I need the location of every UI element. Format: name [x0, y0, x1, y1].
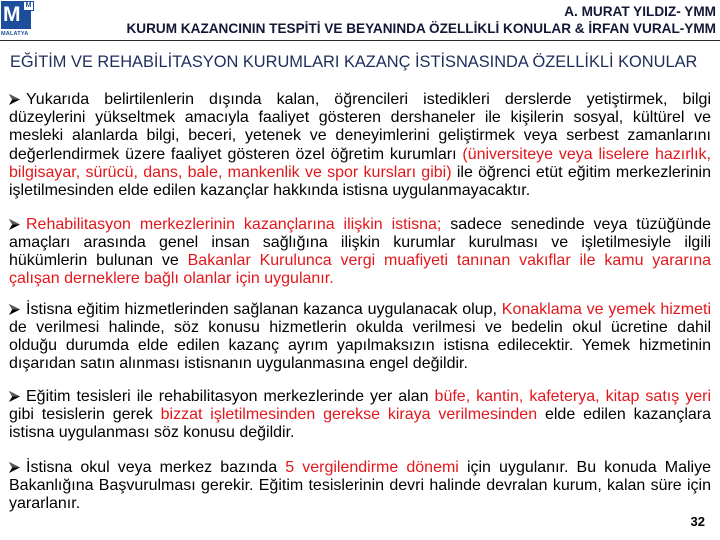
text-line	[9, 319, 711, 337]
arrow-bullet-icon	[9, 94, 20, 105]
body-text: İstisna okul veya merkez bazında	[26, 458, 286, 476]
text-line	[9, 477, 711, 495]
highlighted-text: Rehabilitasyon merkezlerinin kazançlarına ilişkin istisna;	[26, 215, 442, 233]
body-text: hükümlerin bulunan ve	[9, 252, 188, 270]
highlighted-text: Konaklama ve yemek hizmeti	[501, 300, 712, 318]
text-line	[9, 337, 711, 355]
highlighted-text: Bakanlar Kurulunca vergi muafiyeti tanınan vakıflar ile kamu yararına	[187, 252, 712, 270]
highlighted-text: bizzat işletilmesinden gerekse kiraya verilmesinden	[160, 405, 538, 423]
slide-title: EĞİTİM VE REHABİLİTASYON KURUMLARI KAZANÇ İSTİSNASINDA ÖZELLİKLİ KONULAR	[10, 53, 698, 71]
body-text: istisna uygulanması söz konusu değildir.	[9, 424, 295, 442]
text-line	[9, 355, 711, 373]
text-line	[9, 270, 711, 288]
body-text: de verilmesi halinde, söz konusu hizmetlerin okulda verilmesi ve bedelin okul ücretine dahil	[9, 318, 711, 336]
body-text: için uygulanır. Bu konuda Maliye	[458, 458, 712, 476]
bullet-paragraph	[9, 301, 711, 374]
logo-caption: MALATYA	[1, 31, 29, 37]
text-line	[9, 406, 711, 424]
header-subtitle-line: KURUM KAZANCININ TESPİTİ VE BEYANINDA ÖZELLİKLİ KONULAR & İRFAN VURAL-YMM	[126, 21, 716, 36]
text-line	[9, 459, 711, 477]
text-line	[9, 182, 711, 200]
highlighted-text: çalışan derneklere bağlı olanlar için uygulanır.	[9, 270, 334, 288]
text-line	[9, 109, 711, 127]
body-text: olduğu durumda elde edilen kazanç ayrım yapılmaksızın istisna edilecektir. Yemek hizmetinin	[9, 337, 711, 355]
logo-superscript: M	[23, 1, 34, 11]
text-line	[9, 252, 711, 270]
logo-letter: M	[3, 3, 21, 26]
arrow-bullet-icon	[9, 391, 20, 402]
body-text: elde edilen kazançlara	[537, 405, 712, 423]
arrow-bullet-icon	[9, 219, 20, 230]
body-text: işletilmesinden elde edilen kazançlar hakkında istisna uygulanmayacaktır.	[9, 181, 531, 199]
highlighted-text: bilgisayar, sürücü, dans, bale, mankenlik ve spor kursları gibi)	[9, 163, 452, 181]
body-text: yararlanır.	[9, 495, 81, 513]
text-line	[9, 127, 711, 145]
body-text: mesleki alanlarda bilgi, beceri, yetenek ve deneyimlerini geliştirmek veya serbest zamanlarını	[9, 127, 711, 145]
bullet-paragraph	[9, 216, 711, 289]
header-divider	[0, 40, 720, 41]
arrow-bullet-icon	[9, 462, 20, 473]
text-line	[9, 164, 711, 182]
text-line	[9, 495, 711, 513]
arrow-bullet-icon	[9, 304, 20, 315]
text-line	[9, 388, 711, 406]
header-author-line: A. MURAT YILDIZ- YMM	[564, 4, 716, 19]
body-text: Eğitim tesisleri ile rehabilitasyon merkezlerinde yer alan	[26, 387, 435, 405]
body-text: değerlendirmek üzere faaliyet gösteren özel öğretim kurumları	[9, 145, 463, 163]
text-line	[9, 234, 711, 252]
body-text: gibi tesislerin gerek	[9, 405, 161, 423]
body-text: Bakanlığına Başvurulması gerekir. Eğitim tesislerinin devri halinde devralan kurum, kalan süre için	[9, 476, 711, 494]
slide-body	[9, 91, 711, 513]
highlighted-text: (üniversiteye veya liselere hazırlık,	[462, 145, 712, 163]
text-line	[9, 91, 711, 109]
bullet-paragraph	[9, 388, 711, 443]
text-line	[9, 146, 711, 164]
highlighted-text: büfe, kantin, kafeterya, kitap satış yeri	[434, 387, 712, 405]
bullet-paragraph	[9, 459, 711, 514]
text-line	[9, 301, 711, 319]
body-text: sadece senedinde veya tüzüğünde	[441, 215, 711, 233]
body-text: dışarıdan satın alınması istisnanın uygulanmasına engel değildir.	[9, 355, 468, 373]
body-text: İstisna eğitim hizmetlerinden sağlanan kazanca uygulanacak olup,	[26, 300, 502, 318]
text-line	[9, 216, 711, 234]
highlighted-text: 5 vergilendirme dönemi	[285, 458, 459, 476]
slide-header	[126, 3, 716, 37]
body-text: ile öğrenci etüt eğitim merkezlerinin	[451, 163, 712, 181]
organization-logo	[1, 1, 35, 45]
bullet-paragraph	[9, 91, 711, 200]
body-text: amaçları arasında genel insan sağlığına ilişkin kurumlar kurulması ve işletilmesiyle ilgili	[9, 234, 711, 251]
body-text: düzeylerini yükseltmek amacıyla faaliyet gösteren dershaneler ile kişilerin sosyal, kültürel ve	[9, 109, 711, 127]
text-line	[9, 424, 711, 442]
page-number: 32	[690, 514, 705, 529]
body-text: Yukarıda belirtilenlerin dışında kalan, öğrencileri istedikleri derslerde yetiştirmek, bilgi	[26, 91, 711, 108]
